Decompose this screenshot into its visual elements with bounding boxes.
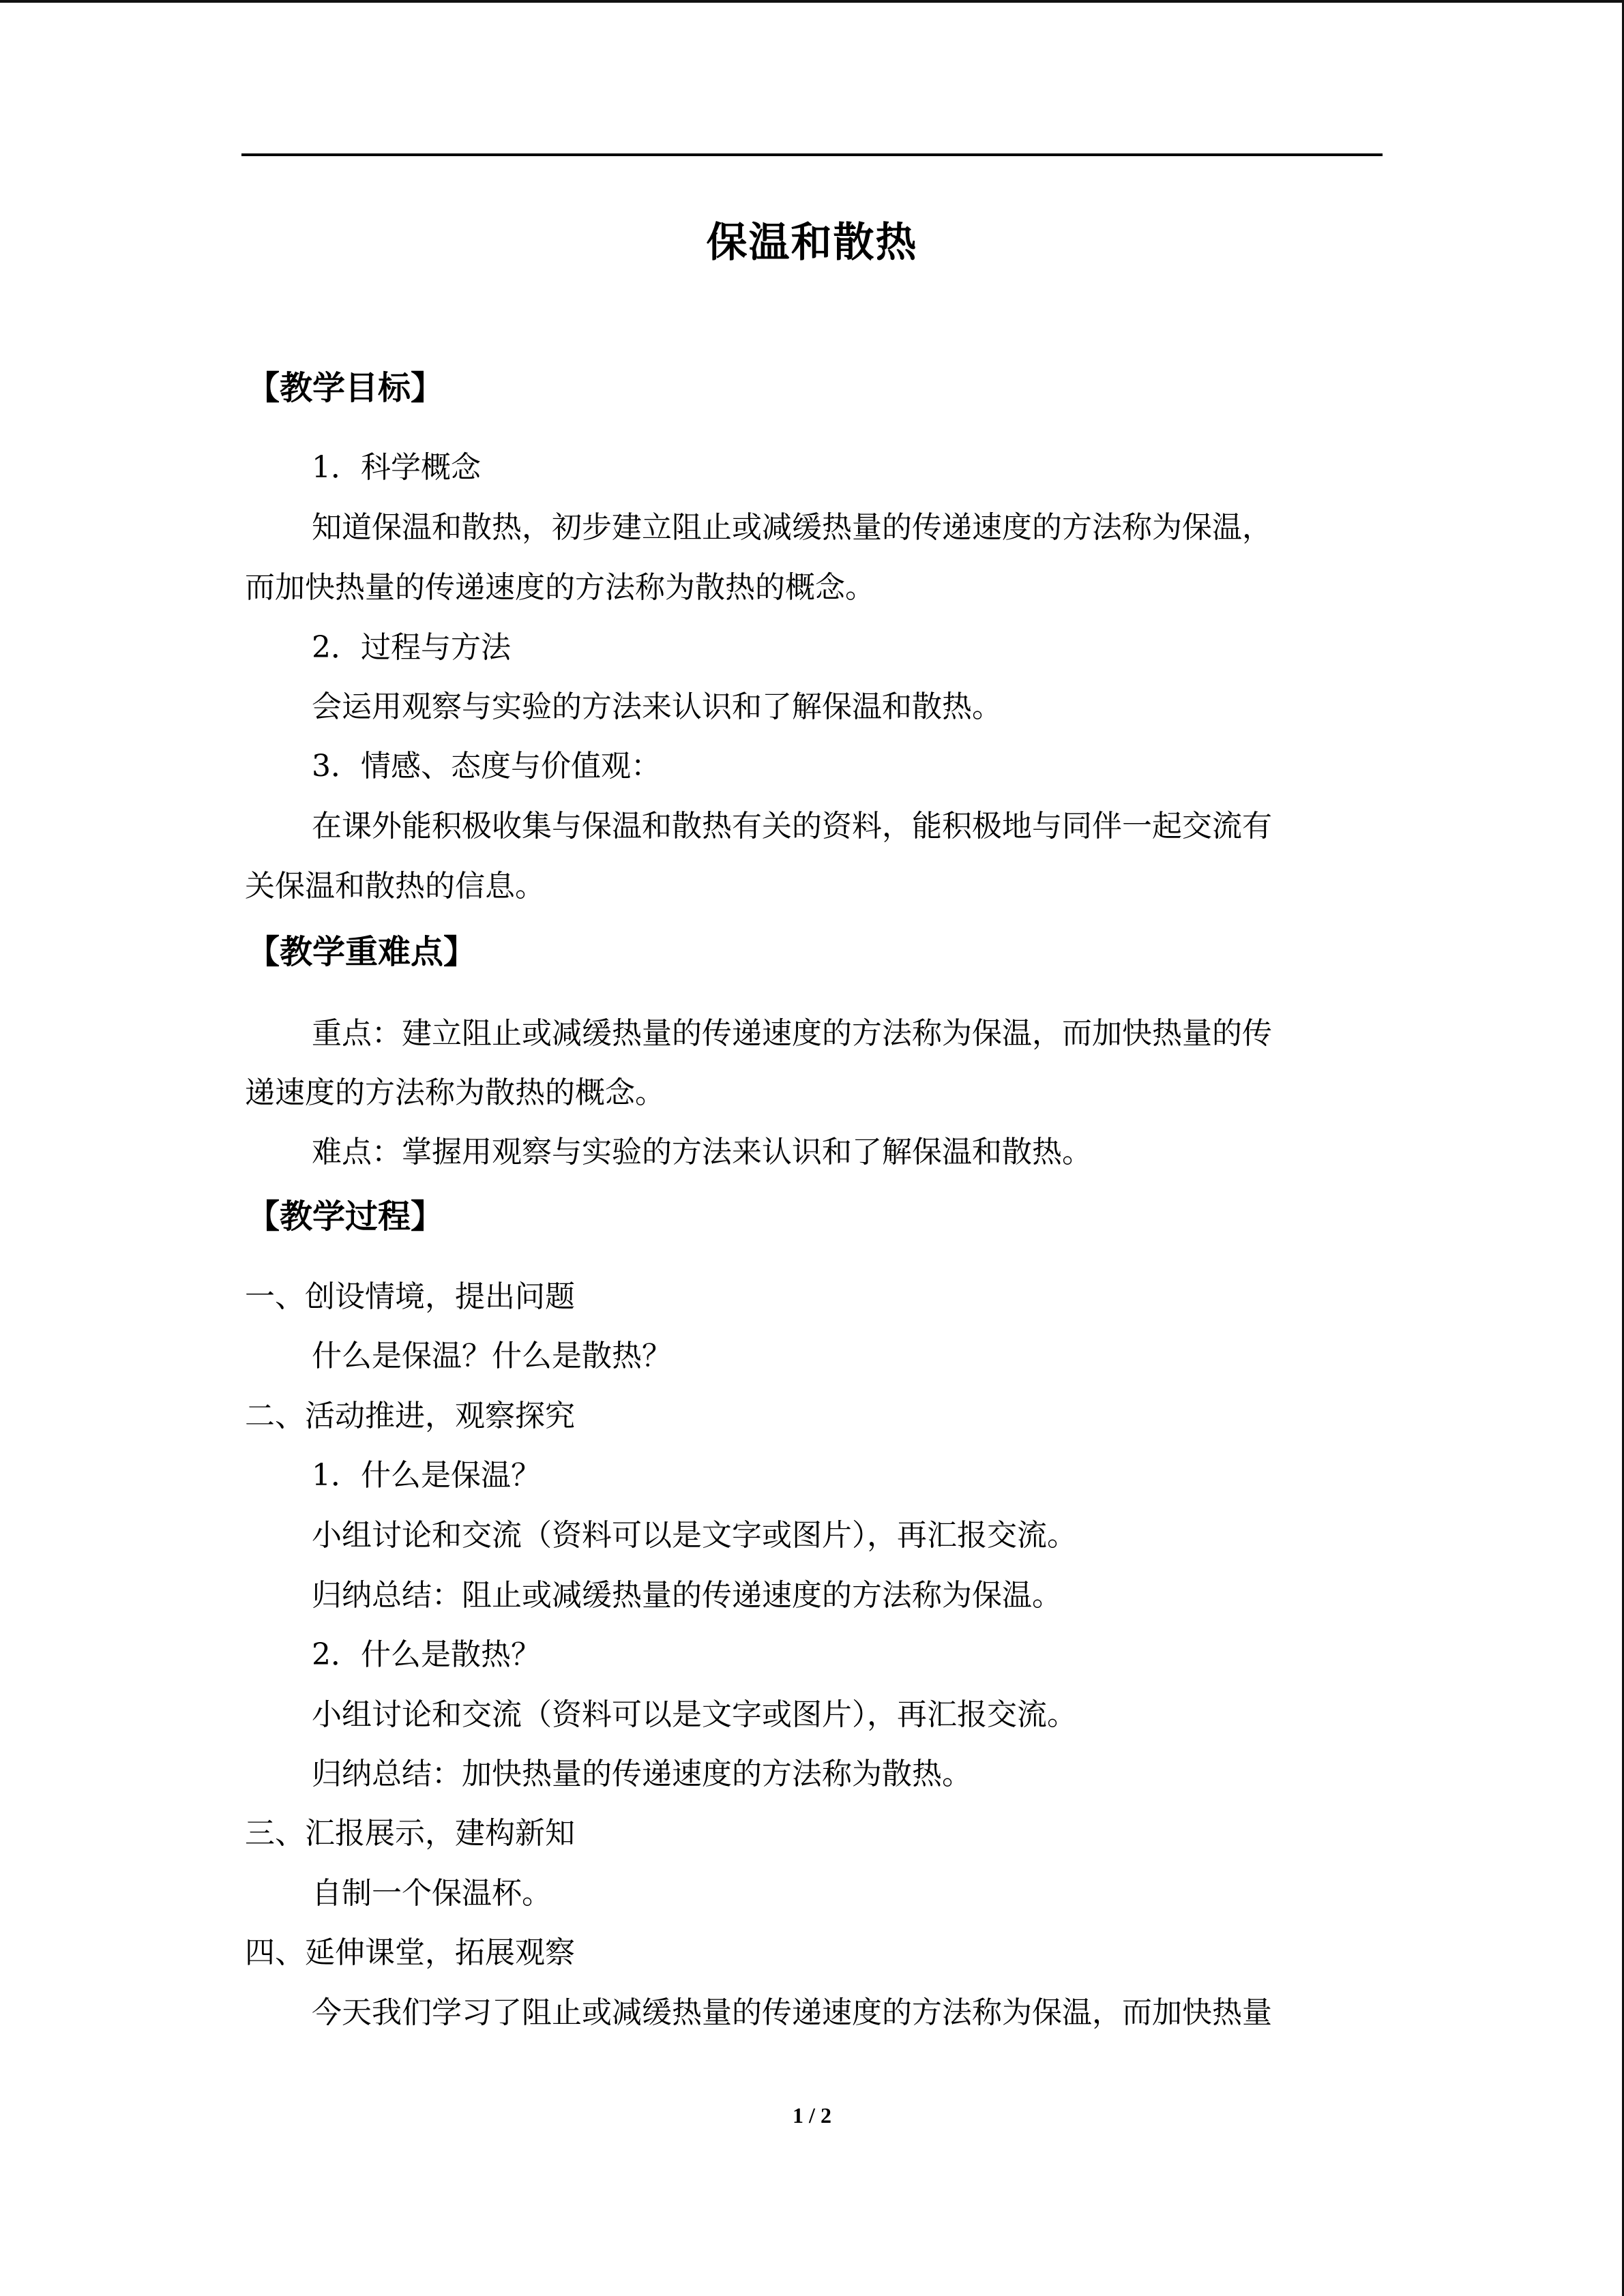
process-step-content: 小组讨论和交流（资料可以是文字或图片），再汇报交流。 [312, 1518, 1077, 1553]
process-step-title: 一、创设情境，提出问题 [245, 1279, 575, 1314]
paragraph-line: 而加快热量的传递速度的方法称为散热的概念。 [245, 570, 875, 605]
process-step-content: 什么是保温？什么是散热？ [312, 1339, 672, 1373]
paragraph-line: 在课外能积极收集与保温和散热有关的资料，能积极地与同伴一起交流有 [312, 809, 1272, 844]
process-step-content: 小组讨论和交流（资料可以是文字或图片），再汇报交流。 [312, 1697, 1077, 1732]
goal-item-label: 3．情感、态度与价值观： [312, 749, 661, 784]
difficulty-line: 难点：掌握用观察与实验的方法来认识和了解保温和散热。 [312, 1135, 1092, 1169]
paragraph-line: 关保温和散热的信息。 [245, 869, 545, 904]
process-step-content: 2．什么是散热？ [312, 1637, 541, 1672]
process-step-content: 归纳总结：加快热量的传递速度的方法称为散热。 [312, 1757, 972, 1791]
process-step-title: 四、延伸课堂，拓展观察 [245, 1935, 575, 1970]
process-step-content: 今天我们学习了阻止或减缓热量的传递速度的方法称为保温，而加快热量 [312, 1995, 1272, 2030]
key-point-line: 递速度的方法称为散热的概念。 [245, 1075, 665, 1110]
goal-item-label: 1．科学概念 [312, 450, 481, 485]
section-heading-key-points: 【教学重难点】 [247, 933, 477, 971]
process-step-content: 归纳总结：阻止或减缓热量的传递速度的方法称为保温。 [312, 1578, 1062, 1613]
document-title: 保温和散热 [706, 219, 918, 267]
header-rule [241, 153, 1383, 156]
goal-item-label: 2．过程与方法 [312, 630, 511, 665]
process-step-content: 自制一个保温杯。 [312, 1876, 552, 1911]
paragraph-line: 会运用观察与实验的方法来认识和了解保温和散热。 [312, 689, 1002, 724]
page-number: 1 / 2 [793, 2103, 831, 2128]
paragraph-line: 知道保温和散热，初步建立阻止或减缓热量的传递速度的方法称为保温， [312, 510, 1272, 545]
key-point-line: 重点：建立阻止或减缓热量的传递速度的方法称为保温，而加快热量的传 [312, 1016, 1272, 1051]
section-heading-teaching-goals: 【教学目标】 [247, 369, 444, 407]
section-heading-teaching-process: 【教学过程】 [247, 1197, 444, 1236]
process-step-content: 1．什么是保温？ [312, 1458, 541, 1493]
process-step-title: 三、汇报展示，建构新知 [245, 1816, 575, 1851]
process-step-title: 二、活动推进，观察探究 [245, 1399, 575, 1433]
